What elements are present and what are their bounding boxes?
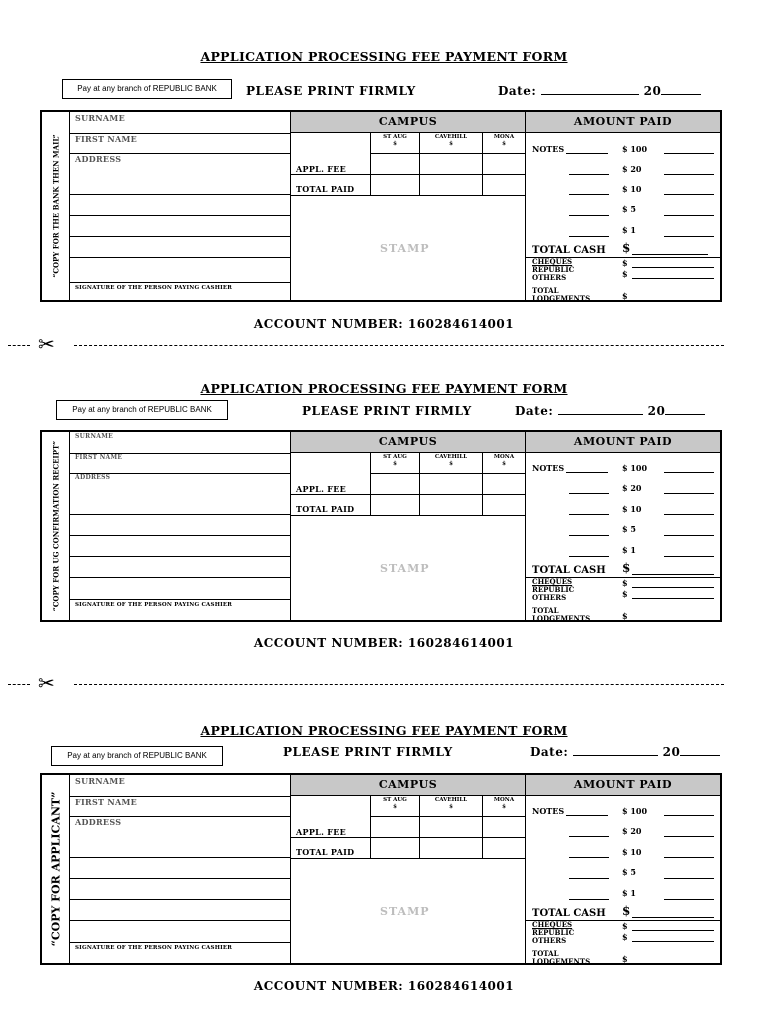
denom-100: $ 100 (622, 463, 648, 473)
total-paid-label: TOTAL PAID (296, 504, 355, 514)
campus-rule-2 (291, 837, 525, 838)
amount-header-rule (526, 132, 720, 133)
notes-line[interactable] (566, 153, 608, 154)
others-label: OTHERS (532, 273, 567, 282)
denom-1: $ 1 (622, 225, 636, 235)
first-name-row[interactable] (70, 133, 290, 154)
signature-label: SIGNATURE OF THE PERSON PAYING CASHIER (75, 602, 233, 608)
address-label: ADDRESS (75, 474, 111, 481)
address-label: ADDRESS (75, 154, 122, 164)
campus-cavehill-currency: $ (449, 804, 453, 810)
date-label: Date: (530, 745, 569, 759)
denom-10-line[interactable] (664, 514, 714, 515)
denom-20-count-line[interactable] (569, 493, 609, 494)
campus-header-rule (291, 132, 525, 133)
total-label: TOTAL (532, 606, 559, 615)
cheques-line[interactable] (632, 587, 714, 588)
cut-dash-left (8, 684, 30, 685)
campus-mona-name: MONA (493, 797, 515, 803)
total-label: TOTAL (532, 949, 559, 958)
campus-cavehill-currency: $ (449, 141, 453, 147)
account-number: ACCOUNT NUMBER: 160284614001 (253, 636, 515, 650)
date-field[interactable] (530, 745, 720, 759)
address-line-5[interactable] (70, 920, 290, 943)
denom-20: $ 20 (622, 164, 642, 174)
divider-left (290, 432, 291, 622)
appl-fee-label: APPL. FEE (296, 484, 347, 494)
denom-5: $ 5 (622, 204, 636, 214)
denom-5-line[interactable] (664, 535, 714, 536)
form-title: APPLICATION PROCESSING FEE PAYMENT FORM (200, 381, 568, 396)
lodgements-label: LODGEMENTS (532, 614, 591, 623)
date-year: 20 (647, 404, 666, 418)
others-line[interactable] (632, 598, 714, 599)
appl-fee-label: APPL. FEE (296, 164, 347, 174)
total-paid-label: TOTAL PAID (296, 847, 355, 857)
divider-left (290, 112, 291, 302)
denom-20-line[interactable] (664, 174, 714, 175)
notes-label: NOTES (532, 144, 565, 154)
denom-10-line[interactable] (664, 857, 714, 858)
cut-dash-right (74, 345, 724, 346)
denom-1: $ 1 (622, 545, 636, 555)
others-label: OTHERS (532, 593, 567, 602)
address-line-4[interactable] (70, 899, 290, 921)
cheques-label: CHEQUES (532, 920, 573, 929)
address-line-4[interactable] (70, 236, 290, 258)
denom-10: $ 10 (622, 847, 642, 857)
denom-100-line[interactable] (664, 815, 714, 816)
denom-20-count-line[interactable] (569, 174, 609, 175)
date-blank[interactable] (541, 84, 639, 95)
campus-cavehill-name: CAVEHILL (434, 454, 468, 460)
others-dollar: $ (622, 589, 628, 599)
date-year: 20 (662, 745, 681, 759)
notes-line[interactable] (566, 472, 608, 473)
total-label: TOTAL (532, 286, 559, 295)
stamp-area: STAMP (380, 242, 430, 255)
divider-right (525, 775, 526, 965)
scissors-icon: ✂ (38, 332, 55, 356)
campus-header: CAMPUS (291, 432, 525, 452)
denom-20-count-line[interactable] (569, 836, 609, 837)
campus-st-aug-currency: $ (393, 804, 397, 810)
address-line-2[interactable] (70, 857, 290, 879)
total-cash-line[interactable] (632, 254, 708, 255)
denom-5-line[interactable] (664, 215, 714, 216)
campus-st-aug (371, 797, 419, 811)
cheques-label: CHEQUES (532, 257, 573, 266)
denom-5-count-line[interactable] (569, 535, 609, 536)
copy-label-sidebar (42, 432, 70, 620)
campus-rule-1 (370, 816, 525, 817)
date-blank[interactable] (573, 745, 658, 756)
address-line-4[interactable] (70, 556, 290, 578)
lodgements-label: LODGEMENTS (532, 957, 591, 966)
total-cash-dollar: $ (622, 904, 631, 918)
denom-10: $ 10 (622, 504, 642, 514)
stamp-area: STAMP (380, 905, 430, 918)
total-paid-label: TOTAL PAID (296, 184, 355, 194)
stamp-area: STAMP (380, 562, 430, 575)
campus-mona (483, 134, 525, 148)
campus-rule-2 (291, 494, 525, 495)
campus-st-aug (371, 454, 419, 468)
cheques-dollar: $ (622, 921, 628, 931)
lodgements-dollar: $ (622, 291, 628, 301)
denom-10-count-line[interactable] (569, 514, 609, 515)
campus-st-aug-currency: $ (393, 141, 397, 147)
date-year: 20 (643, 84, 662, 98)
divider-left (290, 775, 291, 965)
notes-label: NOTES (532, 806, 565, 816)
campus-rule-3 (291, 515, 525, 516)
first-name-row[interactable] (70, 453, 290, 474)
pay-note: Pay at any branch of REPUBLIC BANK (51, 746, 223, 766)
others-line[interactable] (632, 941, 714, 942)
surname-label: SURNAME (75, 776, 125, 786)
pay-note: Pay at any branch of REPUBLIC BANK (56, 400, 228, 420)
cheques-dollar: $ (622, 578, 628, 588)
republic-label: REPUBLIC (532, 265, 575, 274)
lodgements-dollar: $ (622, 954, 628, 964)
campus-rule-1 (370, 153, 525, 154)
republic-label: REPUBLIC (532, 585, 575, 594)
address-line-2[interactable] (70, 194, 290, 216)
campus-header-rule (291, 452, 525, 453)
campus-rule-1 (370, 473, 525, 474)
print-firmly: PLEASE PRINT FIRMLY (283, 745, 453, 759)
total-cash-label: TOTAL CASH (532, 908, 606, 919)
copy-label-sidebar (42, 112, 70, 300)
denom-100-line[interactable] (664, 472, 714, 473)
print-firmly: PLEASE PRINT FIRMLY (246, 84, 416, 98)
campus-st-aug-name: ST AUG (383, 797, 407, 803)
denom-10-line[interactable] (664, 194, 714, 195)
date-field[interactable] (498, 84, 701, 98)
others-dollar: $ (622, 269, 628, 279)
denom-100-line[interactable] (664, 153, 714, 154)
amount-paid-header: AMOUNT PAID (526, 112, 720, 132)
campus-mona-currency: $ (502, 461, 506, 467)
first-name-label: FIRST NAME (75, 797, 138, 807)
surname-row[interactable] (70, 112, 290, 134)
address-line-3[interactable] (70, 535, 290, 557)
first-name-row[interactable] (70, 796, 290, 817)
cheques-line[interactable] (632, 930, 714, 931)
denom-10-count-line[interactable] (569, 194, 609, 195)
address-row[interactable] (70, 816, 290, 858)
others-line[interactable] (632, 278, 714, 279)
address-row[interactable] (70, 153, 290, 195)
signature-label: SIGNATURE OF THE PERSON PAYING CASHIER (75, 285, 233, 291)
total-cash-dollar: $ (622, 561, 631, 575)
denom-5: $ 5 (622, 524, 636, 534)
address-line-3[interactable] (70, 215, 290, 237)
denom-1-count-line[interactable] (569, 236, 609, 237)
pay-note: Pay at any branch of REPUBLIC BANK (62, 79, 232, 99)
campus-rule-3 (291, 858, 525, 859)
address-line-2[interactable] (70, 514, 290, 536)
campus-mona-name: MONA (493, 134, 515, 140)
campus-cavehill (420, 454, 482, 468)
campus-cavehill (420, 134, 482, 148)
first-name-label: FIRST NAME (75, 454, 123, 461)
first-name-label: FIRST NAME (75, 134, 138, 144)
total-cash-line[interactable] (632, 917, 714, 918)
address-label: ADDRESS (75, 817, 122, 827)
campus-cavehill (420, 797, 482, 811)
denom-1: $ 1 (622, 888, 636, 898)
campus-st-aug-currency: $ (393, 461, 397, 467)
denom-1-count-line[interactable] (569, 556, 609, 557)
campus-mona-name: MONA (493, 454, 515, 460)
surname-label: SURNAME (75, 113, 125, 123)
campus-mona (483, 797, 525, 811)
denom-100: $ 100 (622, 144, 648, 154)
appl-fee-label: APPL. FEE (296, 827, 347, 837)
campus-st-aug-name: ST AUG (383, 134, 407, 140)
year-blank[interactable] (665, 404, 705, 415)
form-table (40, 110, 722, 302)
cut-dash-right (74, 684, 724, 685)
date-blank[interactable] (558, 404, 643, 415)
copy-label: “COPY FOR THE BANK THEN MAIL” (51, 134, 60, 278)
total-cash-line[interactable] (632, 574, 714, 575)
amount-header-rule (526, 452, 720, 453)
denom-1-count-line[interactable] (569, 899, 609, 900)
denom-100: $ 100 (622, 806, 648, 816)
denom-5-line[interactable] (664, 878, 714, 879)
divider-right (525, 112, 526, 302)
year-blank[interactable] (661, 84, 701, 95)
amount-paid-header: AMOUNT PAID (526, 432, 720, 452)
denom-10: $ 10 (622, 184, 642, 194)
campus-header-rule (291, 795, 525, 796)
form-table (40, 430, 722, 622)
campus-st-aug (371, 134, 419, 148)
form-title: APPLICATION PROCESSING FEE PAYMENT FORM (200, 49, 568, 64)
others-label: OTHERS (532, 936, 567, 945)
scissors-icon: ✂ (38, 671, 55, 695)
address-line-3[interactable] (70, 878, 290, 900)
others-dollar: $ (622, 932, 628, 942)
campus-mona (483, 454, 525, 468)
campus-header: CAMPUS (291, 775, 525, 795)
campus-mona-currency: $ (502, 141, 506, 147)
lodgements-label: LODGEMENTS (532, 294, 591, 303)
lodgements-dollar: $ (622, 611, 628, 621)
campus-cavehill-currency: $ (449, 461, 453, 467)
date-label: Date: (515, 404, 554, 418)
cut-line-2 (8, 671, 728, 695)
date-label: Date: (498, 84, 537, 98)
republic-label: REPUBLIC (532, 928, 575, 937)
surname-row[interactable] (70, 775, 290, 797)
denom-20: $ 20 (622, 826, 642, 836)
denom-10-count-line[interactable] (569, 857, 609, 858)
surname-label: SURNAME (75, 433, 114, 440)
cut-line-1 (8, 332, 728, 356)
copy-label-sidebar (42, 775, 70, 963)
total-cash-label: TOTAL CASH (532, 245, 606, 256)
signature-label: SIGNATURE OF THE PERSON PAYING CASHIER (75, 945, 233, 951)
address-line-5[interactable] (70, 257, 290, 283)
address-row[interactable] (70, 473, 290, 515)
campus-st-aug-name: ST AUG (383, 454, 407, 460)
notes-label: NOTES (532, 463, 565, 473)
amount-paid-header: AMOUNT PAID (526, 775, 720, 795)
campus-cavehill-name: CAVEHILL (434, 134, 468, 140)
denom-1-line[interactable] (664, 236, 714, 237)
denom-5-count-line[interactable] (569, 215, 609, 216)
cheques-label: CHEQUES (532, 577, 573, 586)
year-blank[interactable] (680, 745, 720, 756)
copy-label: “COPY FOR UG CONFIRMATION RECEIPT” (51, 440, 60, 612)
surname-row[interactable] (70, 432, 290, 454)
divider-right (525, 432, 526, 622)
denom-20-line[interactable] (664, 493, 714, 494)
denom-5: $ 5 (622, 867, 636, 877)
denom-1-line[interactable] (664, 899, 714, 900)
denom-20: $ 20 (622, 483, 642, 493)
denom-20-line[interactable] (664, 836, 714, 837)
form-table (40, 773, 722, 965)
cheques-dollar: $ (622, 258, 628, 268)
denom-1-line[interactable] (664, 556, 714, 557)
campus-mona-currency: $ (502, 804, 506, 810)
print-firmly: PLEASE PRINT FIRMLY (302, 404, 472, 418)
account-number: ACCOUNT NUMBER: 160284614001 (253, 979, 515, 993)
form-title: APPLICATION PROCESSING FEE PAYMENT FORM (200, 723, 568, 738)
campus-rule-3 (291, 195, 525, 196)
cheques-line[interactable] (632, 267, 714, 268)
copy-label: “COPY FOR APPLICANT” (49, 791, 62, 947)
notes-line[interactable] (566, 815, 608, 816)
total-cash-label: TOTAL CASH (532, 565, 606, 576)
total-cash-dollar: $ (622, 241, 631, 255)
campus-cavehill-name: CAVEHILL (434, 797, 468, 803)
amount-header-rule (526, 795, 720, 796)
denom-5-count-line[interactable] (569, 878, 609, 879)
address-line-5[interactable] (70, 577, 290, 600)
cut-dash-left (8, 345, 30, 346)
account-number: ACCOUNT NUMBER: 160284614001 (253, 317, 515, 331)
campus-rule-2 (291, 174, 525, 175)
campus-header: CAMPUS (291, 112, 525, 132)
date-field[interactable] (515, 404, 705, 418)
